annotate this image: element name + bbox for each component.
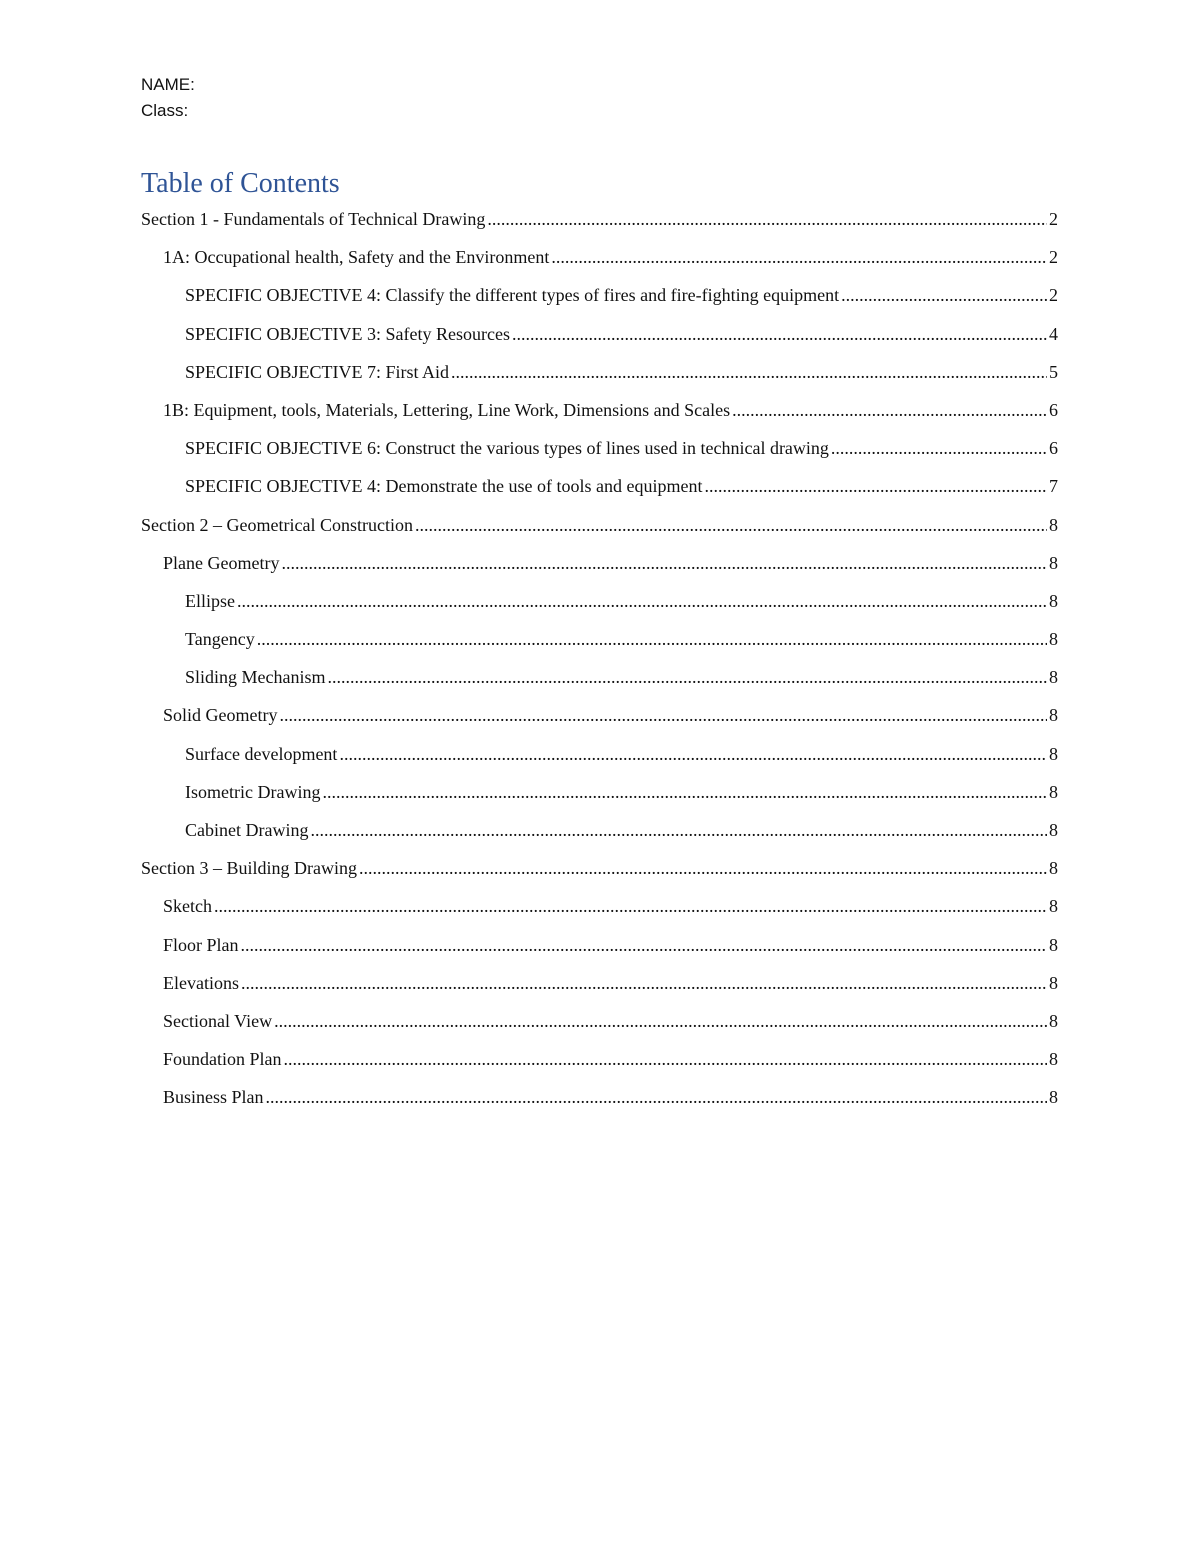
toc-entry-label[interactable]: 1A: Occupational health, Safety and the Environment (163, 247, 550, 268)
toc-dot-leader (512, 315, 1047, 353)
toc-dot-leader (704, 467, 1047, 505)
toc-entry-label[interactable]: Floor Plan (163, 934, 239, 955)
toc-page-number[interactable]: 8 (1049, 820, 1058, 840)
toc-page-number[interactable]: 8 (1049, 590, 1058, 611)
toc-dot-leader (257, 620, 1047, 658)
toc-entry-label[interactable]: SPECIFIC OBJECTIVE 6: Construct the various types of lines used in technical drawing (185, 438, 829, 459)
toc-entry-label[interactable]: SPECIFIC OBJECTIVE 4: Classify the different types of fires and fire-fighting equipment (185, 285, 840, 306)
toc-dot-leader (241, 926, 1047, 964)
toc-dot-leader (214, 887, 1047, 925)
name-label: NAME: (141, 75, 195, 94)
toc-entry[interactable] (141, 200, 1058, 238)
toc-entry-label[interactable]: Business Plan (163, 1087, 264, 1108)
toc-page-number[interactable]: 8 (1049, 514, 1058, 535)
toc-entry[interactable] (141, 467, 1058, 505)
toc-page-number[interactable]: 5 (1049, 361, 1058, 382)
toc-page-number[interactable]: 8 (1049, 705, 1058, 726)
toc-entry-label[interactable]: SPECIFIC OBJECTIVE 7: First Aid (185, 361, 450, 382)
toc-dot-leader (339, 735, 1047, 773)
toc-entry[interactable] (141, 773, 1058, 811)
toc-entry[interactable] (141, 353, 1058, 391)
toc-entry-label[interactable]: 1B: Equipment, tools, Materials, Lettering, Line Work, Dimensions and Scales (163, 399, 731, 420)
toc-entry[interactable] (141, 1002, 1058, 1040)
toc-entry[interactable] (141, 506, 1058, 544)
toc-page-number[interactable]: 8 (1049, 552, 1058, 573)
toc-entry[interactable] (141, 658, 1058, 696)
toc-dot-leader (551, 238, 1047, 276)
toc-page-number[interactable]: 8 (1049, 781, 1058, 802)
toc-entry[interactable] (141, 620, 1058, 658)
toc-dot-leader (284, 1040, 1047, 1078)
toc-page-number[interactable]: 8 (1049, 858, 1058, 879)
toc-entry-label[interactable]: Sectional View (163, 1010, 273, 1031)
toc-page-number[interactable]: 8 (1049, 1010, 1058, 1031)
table-of-contents (141, 200, 1058, 1117)
toc-entry[interactable] (141, 696, 1058, 734)
toc-dot-leader (280, 696, 1048, 734)
toc-page-number[interactable]: 7 (1049, 476, 1058, 497)
toc-dot-leader (310, 811, 1047, 849)
toc-page-number[interactable]: 6 (1049, 438, 1058, 459)
toc-entry-label[interactable]: Plane Geometry (163, 552, 280, 573)
toc-dot-leader (732, 391, 1047, 429)
toc-entry[interactable] (141, 1078, 1058, 1116)
toc-entry-label[interactable]: SPECIFIC OBJECTIVE 4: Demonstrate the use of tools and equipment (185, 476, 703, 497)
toc-entry-label[interactable]: Section 2 – Geometrical Construction (141, 514, 413, 535)
toc-page-number[interactable]: 2 (1049, 209, 1058, 229)
toc-page-number[interactable]: 8 (1049, 629, 1058, 650)
toc-dot-leader (359, 849, 1047, 887)
toc-dot-leader (322, 773, 1047, 811)
toc-entry-label[interactable]: SPECIFIC OBJECTIVE 3: Safety Resources (185, 323, 510, 344)
toc-title: Table of Contents (141, 168, 340, 199)
toc-page-number[interactable]: 8 (1049, 667, 1058, 688)
toc-entry[interactable] (141, 429, 1058, 467)
toc-entry-label[interactable]: Isometric Drawing (185, 781, 321, 802)
toc-entry[interactable] (141, 811, 1058, 849)
toc-entry-label[interactable]: Foundation Plan (163, 1049, 282, 1070)
toc-entry[interactable] (141, 926, 1058, 964)
toc-entry-label[interactable]: Section 1 - Fundamentals of Technical Drawing (141, 209, 486, 229)
toc-entry[interactable] (141, 391, 1058, 429)
toc-dot-leader (487, 200, 1047, 238)
toc-entry-label[interactable]: Surface development (185, 743, 338, 764)
toc-dot-leader (415, 506, 1047, 544)
toc-entry-label[interactable]: Section 3 – Building Drawing (141, 858, 357, 879)
toc-page-number[interactable]: 4 (1049, 323, 1058, 344)
toc-page-number[interactable]: 8 (1049, 743, 1058, 764)
toc-entry-label[interactable]: Solid Geometry (163, 705, 278, 726)
student-header (141, 72, 195, 124)
class-label: Class: (141, 101, 189, 120)
toc-entry[interactable] (141, 544, 1058, 582)
toc-dot-leader (241, 964, 1047, 1002)
toc-entry[interactable] (141, 887, 1058, 925)
toc-entry[interactable] (141, 735, 1058, 773)
toc-dot-leader (831, 429, 1047, 467)
toc-dot-leader (266, 1078, 1047, 1116)
toc-page-number[interactable]: 8 (1049, 1049, 1058, 1070)
toc-dot-leader (281, 544, 1047, 582)
toc-entry[interactable] (141, 238, 1058, 276)
toc-page-number[interactable]: 8 (1049, 1087, 1058, 1108)
toc-entry-label[interactable]: Elevations (163, 972, 239, 993)
toc-entry-label[interactable]: Ellipse (185, 590, 235, 611)
toc-entry-label[interactable]: Cabinet Drawing (185, 820, 309, 840)
toc-dot-leader (274, 1002, 1047, 1040)
toc-dot-leader (451, 353, 1047, 391)
toc-dot-leader (237, 582, 1047, 620)
toc-entry[interactable] (141, 276, 1058, 314)
toc-page-number[interactable]: 8 (1049, 896, 1058, 917)
toc-page-number[interactable]: 2 (1049, 247, 1058, 268)
toc-entry[interactable] (141, 964, 1058, 1002)
toc-entry[interactable] (141, 315, 1058, 353)
toc-page-number[interactable]: 8 (1049, 972, 1058, 993)
toc-dot-leader (328, 658, 1048, 696)
toc-entry-label[interactable]: Tangency (185, 629, 255, 650)
toc-entry-label[interactable]: Sketch (163, 896, 212, 917)
toc-page-number[interactable]: 6 (1049, 399, 1058, 420)
toc-entry[interactable] (141, 849, 1058, 887)
toc-page-number[interactable]: 2 (1049, 285, 1058, 306)
toc-entry-label[interactable]: Sliding Mechanism (185, 667, 326, 688)
toc-entry[interactable] (141, 582, 1058, 620)
toc-dot-leader (841, 276, 1047, 314)
toc-entry[interactable] (141, 1040, 1058, 1078)
toc-page-number[interactable]: 8 (1049, 934, 1058, 955)
